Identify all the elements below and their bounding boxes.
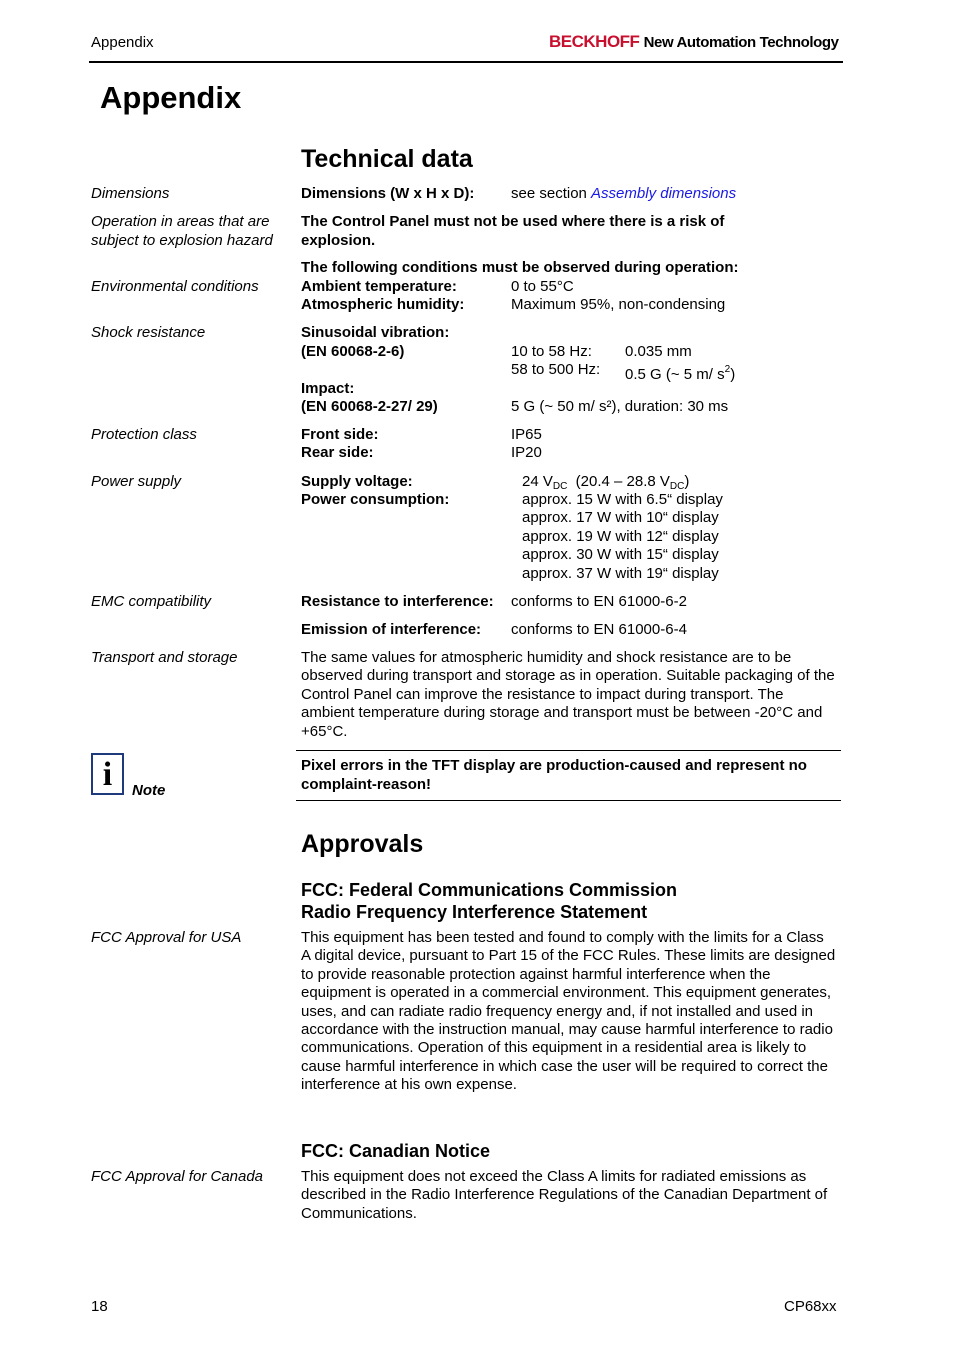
fcc-canada-text: This equipment does not exceed the Class A limits for radiated emissions as described in the Radio Interference Regulations of the Canadian Department of Communications. [301, 1168, 828, 1222]
brand-logo [549, 32, 839, 52]
transport-text: The same values for atmospheric humidity and shock resistance are to be observed during transport and storage as in operation. Suitable packaging of the Control Panel can improve the resistance to impact during transport. The ambient temperature during storage and transport must be between -20°C and +65°C. [301, 649, 835, 740]
technical-heading: Technical data [301, 145, 473, 173]
front-value: IP65 [511, 426, 542, 443]
vibration-freq-1: 10 to 58 Hz: [511, 343, 592, 360]
v-main: 24 V [522, 473, 553, 490]
sinusoidal-label: Sinusoidal vibration: [301, 324, 450, 341]
side-transport: Transport and storage [91, 649, 238, 666]
conditions-intro: The following conditions must be observed during operation: [301, 259, 739, 276]
info-icon-glyph: i [102, 756, 113, 793]
side-explosion: Operation in areas that are subject to explosion hazard [91, 213, 273, 249]
page-title: Appendix [100, 80, 242, 115]
side-fcc-usa: FCC Approval for USA [91, 929, 242, 946]
fcc-title-2: Radio Frequency Interference Statement [301, 902, 648, 922]
page-number: 18 [91, 1298, 108, 1315]
brand-tagline: New Automation Technology [643, 34, 839, 51]
v-mid: (20.4 – 28.8 V [567, 473, 670, 490]
note-rule-top [296, 750, 841, 751]
dimensions-label: Dimensions (W x H x D): [301, 185, 475, 202]
info-icon [91, 753, 124, 795]
fcc-title-1: FCC: Federal Communications Commission [301, 880, 678, 900]
side-protection: Protection class [91, 426, 197, 443]
side-dimensions: Dimensions [91, 185, 170, 202]
v-sub2: DC [669, 481, 685, 492]
assembly-dimensions-link[interactable]: Assembly dimensions [591, 185, 737, 202]
rear-label: Rear side: [301, 444, 374, 461]
humidity-label: Atmospheric humidity: [301, 296, 465, 313]
sinusoidal-standard: (EN 60068-2-6) [301, 343, 405, 360]
header-rule [89, 61, 843, 63]
canada-title: FCC: Canadian Notice [301, 1141, 491, 1161]
rear-value: IP20 [511, 444, 542, 461]
humidity-value: Maximum 95%, non-condensing [511, 296, 726, 313]
temp-value: 0 to 55°C [511, 278, 574, 295]
side-power: Power supply [91, 473, 182, 490]
vibration-freq-2: 58 to 500 Hz: [511, 361, 601, 378]
vibration-val-2-end: ) [730, 366, 736, 383]
brand-name: BECKHOFF [549, 32, 640, 51]
power-line-4: approx. 30 W with 15“ display [522, 546, 719, 563]
emission-label: Emission of interference: [301, 621, 482, 638]
impact-value: 5 G (~ 50 m/ s²), duration: 30 ms [511, 398, 729, 415]
power-line-2: approx. 17 W with 10“ display [522, 509, 719, 526]
resistance-value: conforms to EN 61000-6-2 [511, 593, 687, 610]
side-shock: Shock resistance [91, 324, 206, 341]
power-line-1: approx. 15 W with 6.5“ display [522, 491, 723, 508]
vibration-val-2-sup: 2 [724, 364, 731, 375]
running-header: Appendix [91, 34, 154, 51]
impact-standard: (EN 60068-2-27/ 29) [301, 398, 438, 415]
note-text: Pixel errors in the TFT display are production-caused and represent no complaint-reason! [301, 757, 807, 793]
note-rule-bottom [296, 800, 841, 801]
power-line-5: approx. 37 W with 19“ display [522, 565, 719, 582]
temp-label: Ambient temperature: [301, 278, 457, 295]
vibration-val-2 [625, 361, 735, 385]
approvals-heading: Approvals [301, 830, 424, 858]
supply-label: Supply voltage: [301, 473, 413, 490]
resistance-label: Resistance to interference: [301, 593, 494, 610]
emission-value: conforms to EN 61000-6-4 [511, 621, 687, 638]
v-end: ) [684, 473, 690, 490]
side-fcc-canada: FCC Approval for Canada [91, 1168, 264, 1185]
dimensions-value [511, 185, 736, 204]
explosion-warning: The Control Panel must not be used where there is a risk of explosion. [301, 213, 725, 249]
side-emc: EMC compatibility [91, 593, 212, 610]
dimensions-prefix: see section [511, 185, 592, 202]
impact-label: Impact: [301, 380, 355, 397]
model-name: CP68xx [784, 1298, 837, 1315]
consumption-label: Power consumption: [301, 491, 450, 508]
note-label: Note [132, 782, 166, 799]
v-sub: DC [552, 481, 568, 492]
side-environment: Environmental conditions [91, 278, 259, 295]
power-line-3: approx. 19 W with 12“ display [522, 528, 719, 545]
vibration-val-2-main: 0.5 G (~ 5 m/ s [625, 366, 725, 383]
vibration-val-1: 0.035 mm [625, 343, 692, 360]
front-label: Front side: [301, 426, 379, 443]
fcc-usa-text: This equipment has been tested and found to comply with the limits for a Class A digital device, pursuant to Part 15 of the FCC Rules. These limits are designed to provide reasonable protection against harmful interference when the equipment is operated in a commercial environment. This equipment generates, uses, and can radiate radio frequency energy and, if not installed and used in accordance with the instruction manual, may cause harmful interference to radio communications. Operation of this equipment in a residential area is likely to cause harmful interference in which case the user will be required to correct the interference at his own expense. [301, 929, 836, 1094]
